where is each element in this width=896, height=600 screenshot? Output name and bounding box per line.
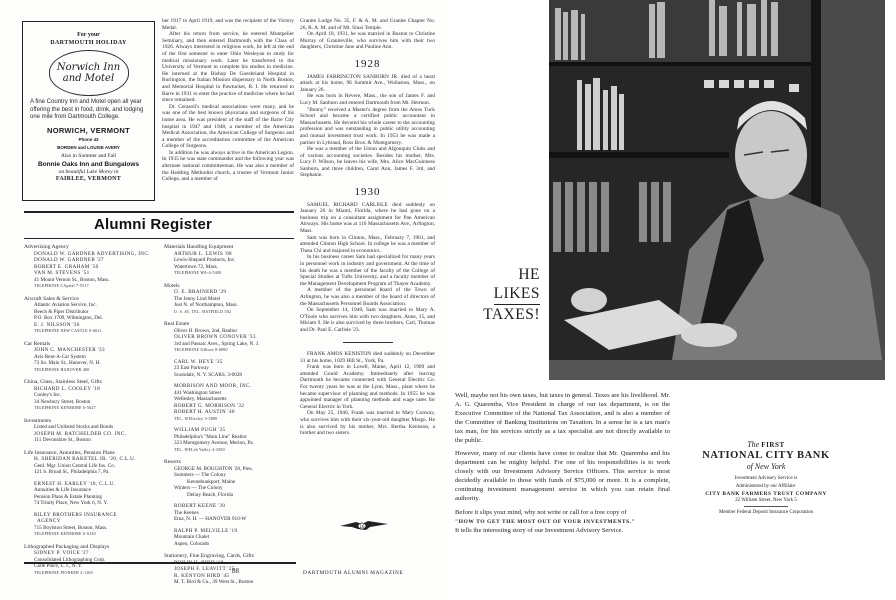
register-line: Winters — The Colony bbox=[174, 485, 223, 491]
register-line: H. SHERIDAN BAKETEL JR. '20, C.L.U. bbox=[34, 456, 136, 462]
ad-second-town: FAIRLEE, VERMONT bbox=[55, 175, 122, 182]
register-line: RILEY BROTHERS INSURANCE bbox=[34, 511, 117, 518]
register-entry bbox=[24, 456, 150, 476]
register-telephone: TELEPHONE HANOVER 400 bbox=[34, 367, 90, 372]
obit-paragraph: JAMES FARRINGTON SANBORN JR. died of a heart attack at his home, 96 Summit Ave., Wollaston, Mass., on January 26. bbox=[300, 73, 435, 93]
register-line: 121 S. Broad St., Philadelphia 7, Pa. bbox=[34, 469, 110, 475]
ad-owners: BORDEN and LOUISE AVERY bbox=[57, 144, 120, 150]
register-line: ROBERT KEENE '30 bbox=[174, 503, 226, 509]
page-number: 88 bbox=[232, 567, 239, 575]
ad-lake: on beautiful Lake Morey in bbox=[58, 168, 119, 175]
register-category: China, Glass, Stainless Steel, Gifts bbox=[24, 379, 102, 385]
register-line: Cooley's Inc. bbox=[34, 392, 62, 398]
register-telephone: TEL. WEllesley 5-5800 bbox=[174, 416, 218, 421]
obituary-column-2 bbox=[300, 18, 435, 437]
bank-affiliate: CITY BANK FARMERS TRUST COMPANY bbox=[705, 491, 827, 497]
register-entry bbox=[164, 503, 296, 523]
register-top-rule bbox=[24, 211, 294, 213]
headline-line-1: HE bbox=[518, 266, 540, 283]
portrait-photo bbox=[549, 0, 885, 380]
obit-paragraph: In his business career Sam had specialized for many years in personnel work in industry and government. At the time of his death he was a member of the faculty of the College of Special Studies at Tufts University, and a faculty member of the Management Development Program of Thayer Academy. bbox=[300, 254, 435, 287]
register-column-1 bbox=[24, 244, 150, 576]
register-telephone: TEL. WELsh Valley 4-3500 bbox=[174, 447, 225, 452]
register-line: WILLIAM PUGH '25 bbox=[174, 427, 226, 433]
register-category: Materials Handling Equipment bbox=[164, 244, 234, 250]
ad-holiday: DARTMOUTH HOLIDAY bbox=[50, 40, 127, 46]
class-year-heading: 1930 bbox=[354, 186, 381, 199]
register-line: JOHN C. MANCHESTER '33 bbox=[34, 347, 105, 353]
register-line: 323 Montgomery Avenue, Merion, Pa. bbox=[174, 440, 254, 446]
register-line: DONALD W. GARDNER ADVERTISING, INC. bbox=[34, 250, 150, 257]
register-line: R. KENYON BIRD '45 bbox=[174, 572, 230, 579]
register-bottom-rule bbox=[24, 238, 294, 239]
obit-paragraph: He was born in Revere, Mass., the son of James F. and Lucy M. Sanborn and entered Dartmouth from Mt. Hermon. bbox=[300, 93, 435, 106]
register-line: Delray Beach, Florida bbox=[174, 491, 233, 498]
register-line: M. T. Bird & Co., 39 West St., Boston bbox=[174, 579, 254, 585]
register-entry bbox=[24, 347, 150, 373]
register-line: Consolidated Lithographing Corp. bbox=[34, 556, 106, 563]
headline-line-2: LIKES bbox=[494, 284, 540, 305]
obit-paragraph: In addition he was always active in the American Legion. In 1935 he was state commander and the following year was alternate national committeeman. He was also a member of the Hedding Methodist church, a trustee of Vermont Junior College, and a member of bbox=[162, 149, 294, 183]
register-category: Investments bbox=[24, 417, 52, 424]
register-line: ROBERT G. MORRISON '32 bbox=[174, 402, 245, 409]
register-line: Watertown 72, Mass. bbox=[174, 263, 218, 270]
register-entry bbox=[164, 251, 296, 277]
cta-tail: It tells the interesting story of our Investment Advisory Service. bbox=[455, 526, 624, 534]
register-category: Real Estate bbox=[164, 321, 190, 327]
register-category: Advertising Agency bbox=[24, 244, 69, 250]
register-entry bbox=[164, 528, 296, 548]
register-line: DONALD W. GARDNER '27 bbox=[34, 257, 104, 263]
body-paragraph: Well, maybe not his own taxes, but taxes in general. Taxes are his livelihood. Mr. A. G. Quaremba, Vice President in charge of our tax department, is on the Executive Committee of the National Tax Association, and is also a member of the Committee of Banking Institutions on Taxation. In a sense he is a tax man's tax man, for his services strictly as a tax specialist are not directly available to the public. bbox=[455, 392, 670, 444]
register-line: RALPH P. MELVILLE '19 bbox=[174, 527, 238, 534]
register-line: Beech & Piper Distributor bbox=[34, 308, 89, 315]
obit-paragraph: ber 1917 to April 1919, and was the recipient of the Victory Medal. bbox=[162, 18, 294, 31]
ad-headline bbox=[483, 265, 540, 324]
headline-line-3: TAXES! bbox=[483, 306, 540, 323]
norwich-inn-logo bbox=[49, 50, 129, 96]
register-category: Resorts bbox=[164, 459, 181, 465]
register-entry bbox=[24, 512, 150, 538]
register-line: 3rd and Passaic Aves., Spring Lake, N. J. bbox=[174, 340, 260, 347]
ad-phone: Phone 43 bbox=[78, 136, 99, 142]
call-to-action bbox=[455, 509, 670, 536]
register-line: Pension Plans & Estate Planning bbox=[34, 493, 103, 500]
register-category: Motels bbox=[164, 282, 180, 289]
register-line: The Keenes bbox=[174, 509, 199, 516]
register-footer-rule bbox=[24, 562, 296, 564]
register-line: O. E. BRAINERD '29 bbox=[174, 289, 227, 295]
ad-second-business: Bonnie Oaks Inn and Bungalows bbox=[37, 160, 140, 168]
register-entry bbox=[24, 251, 150, 290]
register-telephone: TELEPHONE NEW CASTLE 8-6611 bbox=[34, 329, 102, 333]
obit-paragraph: Sam was born in Clinton, Mass., February 7, 1901, and attended Clinton High School. In college he was a member of Theta Chi and majored in economics. bbox=[300, 234, 435, 254]
bank-the: The bbox=[747, 440, 760, 449]
obit-paragraph: A member of the personnel board of the Town of Arlington, he was also a member of the board of directors of the Massachusetts Personnel Boards Association. bbox=[300, 287, 435, 307]
register-category: Car Rentals bbox=[24, 340, 51, 347]
register-telephone: TELEPHONE KENMORE 6-0130 bbox=[34, 532, 96, 536]
register-entry bbox=[24, 302, 150, 335]
obit-paragraph: FRANK AMOS KENISTON died suddenly on December 31 at his home, 1029 Hill St., York, Pa. bbox=[300, 351, 435, 364]
register-line: Lewis-Shepard Products, Inc. bbox=[174, 257, 236, 263]
register-category: Aircraft Sales & Service bbox=[24, 295, 79, 302]
register-line: Oliver H. Brown, 2nd, Realtor bbox=[174, 327, 238, 334]
register-telephone: TELEPHONE GIbson 9-6800 bbox=[174, 348, 228, 352]
register-line: Wellesley, Massachusetts bbox=[174, 396, 227, 402]
register-line: ERNEST H. EARLEY '18, C.L.U. bbox=[34, 480, 116, 487]
register-category: Stationery, Fine Engraving, Cards, Gifts bbox=[164, 553, 254, 559]
register-line: Scarsdale, N. Y. SCARS. 3-0028 bbox=[174, 371, 243, 378]
section-divider bbox=[343, 342, 393, 344]
register-line: Kennebunkport, Maine bbox=[174, 478, 236, 485]
bank-service-line-2: Administered by our Affiliate: bbox=[735, 484, 797, 489]
register-line: Listed and Unlisted Stocks and Bonds bbox=[34, 424, 114, 430]
obit-paragraph: After his return from service, he entered Montpelier Seminary, and then entered Dartmouth with the Class of 1926. Always interested in religious work, he left at the end of the first semester to enter Ohio Wesleyan to study for medical missionary work. Later he transferred to the University of Vermont to complete his studies in medicine. He interned at the Bishop De Goesbriand Hospital in Burlington, the Italian Mission dispensary in North Boston, and Memorial Hospital in Pawtucket, R. I. He returned to Barre in 1931 to enter the practice of medicine where he had since remained. bbox=[162, 31, 294, 104]
register-line: SIDNEY P. VOICE '27 bbox=[34, 550, 89, 556]
register-line: Aspen, Colorado bbox=[174, 540, 210, 547]
obit-paragraph: On May 25, 1946, Frank was married to Mary Conway, who survives him with their six-year-old daughter Margo. He is also survived by his mother, Mrs. Bertha Keniston, a brother and two sisters. bbox=[300, 410, 435, 437]
bank-fdic: Member Federal Deposit Insurance Corporation bbox=[719, 509, 813, 515]
register-line: Etna, N. H. — HANOVER 910-W bbox=[174, 516, 247, 522]
register-line: MORRISON AND MOOR, INC. bbox=[174, 383, 252, 389]
norwich-inn-advertisement bbox=[22, 21, 155, 201]
logo-line-1: Norwich Inn bbox=[56, 62, 121, 73]
register-telephone: TELEPHONE PIONEER 2-1100 bbox=[34, 570, 93, 575]
logo-line-2: and Motel bbox=[62, 73, 115, 84]
register-telephone: U. S. #5, TEL. HATFIELD 502 bbox=[174, 309, 232, 314]
register-telephone: TELEPHONE CApital 7-5517 bbox=[34, 284, 89, 288]
cta-lead: Before it slips your mind, why not write or call for a free copy of bbox=[455, 508, 627, 516]
register-line: Genl. Mgr. Union Central Life Ins. Co. bbox=[34, 462, 115, 469]
register-category: Life Insurance, Annuities, Pension Plans bbox=[24, 449, 115, 456]
bank-the-first bbox=[676, 440, 856, 449]
register-line: Philadelphia's "Main Line" Realtor bbox=[174, 433, 247, 440]
register-line: CARL W. HEYE '35 bbox=[174, 358, 223, 365]
register-line: VAN M. STEVENS '51 bbox=[34, 270, 90, 276]
obit-paragraph: Granite Lodge No. 35, F. & A. M. and Granite Chapter No. 26, R. A. M. and of Mt. Sinai Temple. bbox=[300, 18, 435, 31]
register-line: JOSEPH M. BATCHELDER CO. INC. bbox=[34, 430, 127, 437]
register-line: ROBERT H. AUSTIN '40 bbox=[174, 409, 235, 415]
ad-body-copy bbox=[455, 392, 670, 541]
register-line: 34 Newbury Street, Boston bbox=[34, 398, 91, 405]
register-line: OLIVER BROWN CONOVER '33 bbox=[174, 334, 256, 340]
register-line: RICHARD L. COOLEY '18 bbox=[34, 385, 101, 392]
bank-of-new-york: of New York bbox=[746, 462, 786, 471]
bank-first: FIRST bbox=[761, 441, 785, 449]
ad-for-your: For your bbox=[77, 32, 100, 38]
obit-paragraph: "Bunny" received a Master's degree from the Amos Tuck School and became a certified public accountant in Massachusetts. He devoted his whole career to the accounting profession and was outstanding in public utility accounting and mutual investment trust work. In 1953 he was made a partner in Lybrand, Ross Bros. & Montgomery. bbox=[300, 106, 435, 146]
register-entry bbox=[164, 289, 296, 315]
register-line: Just N. of Northampton, Mass. bbox=[174, 302, 238, 308]
register-entry bbox=[24, 386, 150, 412]
register-line: P.O. Box 1709, Wilmington, Del. bbox=[34, 315, 104, 321]
obituary-column-1 bbox=[162, 18, 294, 198]
register-entry bbox=[164, 427, 296, 453]
obit-paragraph: SAMUEL RICHARD CARLISLE died suddenly on January 26 in Miami, Florida, where he had gone on a business trip on a consultant assignment for Pan American Airways. His home was at 116 Massachusetts Ave., Arlington, Mass. bbox=[300, 201, 435, 235]
ad-also: Also in Summer and Fall bbox=[60, 152, 117, 159]
bank-address: 22 William Street, New York 5 bbox=[735, 498, 797, 503]
ad-blurb: A fine Country Inn and Motel open all year offering the best in food, drink, and lodging one mile from Dartmouth College. bbox=[30, 99, 144, 120]
ad-town: NORWICH, VERMONT bbox=[47, 125, 130, 135]
register-line: Carle Place, L. I., N. Y. bbox=[34, 563, 83, 569]
register-telephone: TELEPHONE WA-4-5400 bbox=[174, 271, 222, 275]
obit-paragraph: He was a member of the Union and Algonquin Clubs and of various accounting societies. Besides his mother, Mrs. Lucy P. Wilson, he leaves his wife, Mrs. Alice MacGuinness Sanborn, and three children, Carol Ann, James F. 3rd, and Stephanie. bbox=[300, 146, 435, 179]
magazine-name: DARTMOUTH ALUMNI MAGAZINE bbox=[303, 570, 404, 576]
register-line: 111 Devonshire St., Boston bbox=[34, 437, 91, 443]
register-line: Summers — The Colony bbox=[174, 472, 226, 478]
svg-text:16: 16 bbox=[359, 524, 365, 529]
class-year-heading: 1928 bbox=[354, 57, 381, 70]
obit-paragraph: On April 10, 1931, he was married in Boston to Christine Murray of Graniteville, who survives him with their two daughters, Christine Jane and Pauline Ann. bbox=[300, 31, 435, 51]
register-line: ARTHUR L. LEWIS '08 bbox=[174, 250, 232, 257]
register-line: Avis Rent-A-Car System bbox=[34, 353, 86, 360]
register-line: AGENCY bbox=[34, 518, 61, 524]
register-line: JOSEPH F. LEAVITT '25 bbox=[174, 566, 235, 572]
register-telephone: TELEPHONE KENMORE 6-5627 bbox=[34, 406, 96, 410]
register-line: 73 So. Main St., Hanover, N. H. bbox=[34, 360, 101, 366]
bank-divider bbox=[744, 506, 788, 507]
man-reading-photo-icon bbox=[549, 0, 885, 380]
register-entry bbox=[164, 328, 296, 354]
body-paragraph: However, many of our clients have come to realize that Mr. Quaremba and his department can be mighty helpful. For one of his responsibilities is to work closely with our Investment Advisory Service Officers. This service is most decidedly available to those with funds of $75,000 or more. It is a complete, continuing investment management service in which you can retain final authority. bbox=[455, 450, 670, 502]
register-line: 23 East Parkway bbox=[174, 365, 209, 371]
register-line: E. J. NILSSON '36 bbox=[34, 321, 80, 328]
register-line: 41 Mount Vernon St., Boston, Mass. bbox=[34, 276, 110, 283]
register-line: Annuities & Life Insurance bbox=[34, 487, 91, 493]
booklet-title: "HOW TO GET THE MOST OUT OF YOUR INVESTMENTS." bbox=[455, 518, 636, 525]
register-entry bbox=[164, 359, 296, 379]
register-line: Atlantic Aviation Service, Inc. bbox=[34, 302, 97, 308]
obit-paragraph: On September 14, 1940, Sam was married to Mary A. O'Toole who survives him with two daughters, Anne, 15, and Miriam 9. He is also survived by three brothers, Carl, Thomas and Dr. Paul E. Carlisle '23. bbox=[300, 307, 435, 333]
bank-name: NATIONAL CITY BANK bbox=[702, 450, 830, 461]
register-line: ROBERT E. GRAHAM '50 bbox=[34, 263, 99, 270]
alumni-register-title: Alumni Register bbox=[94, 216, 213, 233]
register-category: Lithographed Packaging and Displays bbox=[24, 543, 110, 550]
register-entry bbox=[164, 383, 296, 422]
obit-paragraph: Dr. Cerasoli's medical associations were many, and he was one of the best known physicians and surgeons of his home area. He was president of the staff of the Barre City hospital in 1947 and 1948, a member of the American Medical Association, the American College of Surgeons and a member of the accreditation committee of the American College of Surgeons. bbox=[162, 103, 294, 150]
register-line: Mountain Chalet bbox=[174, 534, 210, 540]
register-entry bbox=[24, 481, 150, 507]
register-column-2 bbox=[164, 244, 296, 586]
bank-signature bbox=[676, 440, 856, 515]
register-entry bbox=[164, 466, 296, 499]
register-entry bbox=[24, 424, 150, 444]
eagle-ornament-icon bbox=[338, 518, 390, 532]
obit-paragraph: Frank was born in Lovell, Maine, April 12, 1909 and attended Gould Academy. Immediately after leaving Dartmouth he became connected with General Electric Co. For twenty years he was at the Lynn, Mass., plant where he became supervisor of planning and methods. In 1955 he was appointed manager of planning methods and wage rates for General Electric in York. bbox=[300, 364, 435, 410]
register-line: 441 Washington Street bbox=[174, 389, 222, 396]
bank-service-line-1: Investment Advisory Service is bbox=[734, 476, 798, 481]
register-line: The Jenny Lind Motel bbox=[174, 295, 221, 302]
register-line: 74 Trinity Place, New York 6, N. Y. bbox=[34, 500, 108, 506]
register-line: GEORGE M. BOUGHTON '28, Pres. bbox=[174, 465, 253, 472]
register-line: 715 Boylston Street, Boston, Mass. bbox=[34, 524, 108, 531]
